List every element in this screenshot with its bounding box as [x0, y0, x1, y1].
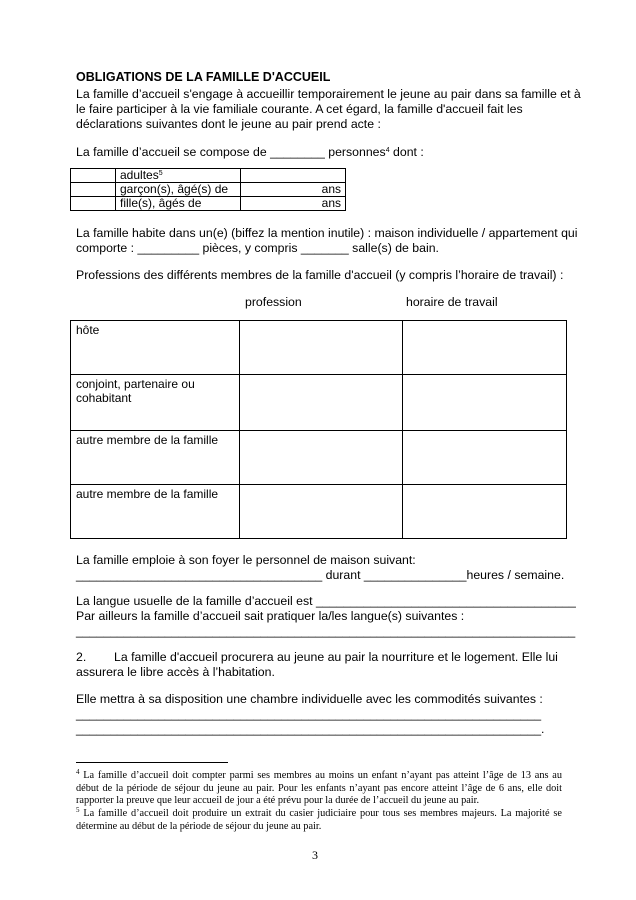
table-cell	[116, 169, 241, 183]
table-cell	[71, 197, 116, 211]
section-text: assurera le libre accès à l’habitation.	[76, 665, 275, 679]
table-row	[71, 169, 346, 183]
table-row	[71, 183, 346, 197]
room-fill-line[interactable]: ____________________________________________________________________.	[76, 722, 545, 736]
footnote-mark: 4	[76, 768, 80, 776]
section-number: 2.	[76, 650, 87, 664]
footnote-separator	[76, 762, 228, 763]
profession-cell[interactable]	[240, 321, 403, 375]
language-line[interactable]: La langue usuelle de la famille d’accueil est ______________________________________	[76, 594, 576, 608]
housing-line: La famille habite dans un(e) (biffez la mention inutile) : maison individuelle / appartement qui	[76, 226, 578, 240]
profession-cell[interactable]	[240, 485, 403, 539]
schedule-header: horaire de travail	[406, 295, 498, 309]
staff-line: La famille emploie à son foyer le personnel de maison suivant:	[76, 553, 416, 567]
schedule-cell[interactable]	[403, 431, 567, 485]
table-cell	[71, 183, 116, 197]
schedule-cell[interactable]	[403, 321, 567, 375]
row-label: adultes	[120, 168, 159, 182]
table-cell	[241, 169, 346, 183]
professions-intro: Professions des différents membres de la famille d'accueil (y compris l’horaire de travail) :	[76, 268, 564, 282]
footnote	[76, 770, 562, 808]
profession-cell[interactable]	[240, 375, 403, 431]
table-cell	[116, 197, 241, 211]
room-line: Elle mettra à sa disposition une chambre individuelle avec les commodités suivantes :	[76, 692, 543, 706]
table-row	[71, 321, 567, 375]
schedule-cell[interactable]	[403, 375, 567, 431]
row-label: conjoint, partenaire ou cohabitant	[71, 375, 240, 431]
footnote-ref: 4	[385, 147, 390, 154]
row-label: autre membre de la famille	[71, 431, 240, 485]
staff-fill-line[interactable]: ____________________________________ durant _______________heures / semaine.	[76, 568, 565, 582]
composition-text-end: dont :	[389, 145, 424, 159]
table-cell	[116, 183, 241, 197]
page-number: 3	[312, 848, 318, 862]
section-heading: OBLIGATIONS DE LA FAMILLE D'ACCUEIL	[76, 70, 331, 84]
intro-line: le faire participer à la vie familiale courante. A cet égard, la famille d'accueil fait les	[76, 102, 523, 116]
table-row	[71, 431, 567, 485]
row-label: hôte	[71, 321, 240, 375]
table-cell: ans	[241, 197, 346, 211]
room-fill-line[interactable]: ____________________________________________________________________	[76, 707, 542, 721]
language-line: Par ailleurs la famille d’accueil sait pratiquer la/les langue(s) suivantes :	[76, 609, 465, 623]
composition-line	[76, 145, 424, 160]
intro-line: déclarations suivantes dont le jeune au pair prend acte :	[76, 117, 381, 131]
table-row	[71, 375, 567, 431]
row-label: autre membre de la famille	[71, 485, 240, 539]
footnote-text: La famille d’accueil doit produire un extrait du casier judiciaire pour tous ses membres majeurs. La majorité se détermine au début de la période de séjour du jeune au pair.	[76, 808, 562, 832]
footnote	[76, 808, 562, 833]
profession-cell[interactable]	[240, 431, 403, 485]
row-label: garçon(s), âgé(s) de	[120, 182, 229, 196]
table-cell: ans	[241, 183, 346, 197]
table-cell	[71, 169, 116, 183]
professions-table	[70, 320, 567, 539]
section-text: La famille d'accueil procurera au jeune au pair la nourriture et le logement. Elle lui	[114, 650, 558, 664]
row-label: fille(s), âgés de	[120, 196, 202, 210]
schedule-cell[interactable]	[403, 485, 567, 539]
table-row	[71, 485, 567, 539]
profession-header: profession	[245, 295, 302, 309]
intro-line: La famille d’accueil s'engage à accueillir temporairement le jeune au pair dans sa famille et à	[76, 87, 581, 101]
composition-table	[70, 168, 346, 211]
footnote-text: La famille d’accueil doit compter parmi ses membres au moins un enfant n’ayant pas atteint l’âge de 13 ans au début de la période de séjour du jeune au pair. Pour les enfants n’ayant pas encore atteint l’âge de 6 ans, elle doit rapporter la preuve que leur accueil de jour a été prévu pour la durée de l’accueil du jeune au pair.	[76, 770, 562, 806]
composition-text: La famille d’accueil se compose de ________ personnes	[76, 145, 386, 159]
language-fill-line[interactable]: _________________________________________________________________________	[76, 624, 576, 638]
table-row	[71, 197, 346, 211]
footnote-mark: 5	[76, 806, 80, 814]
footnote-ref: 5	[158, 170, 163, 177]
housing-line: comporte : _________ pièces, y compris _______ salle(s) de bain.	[76, 241, 439, 255]
